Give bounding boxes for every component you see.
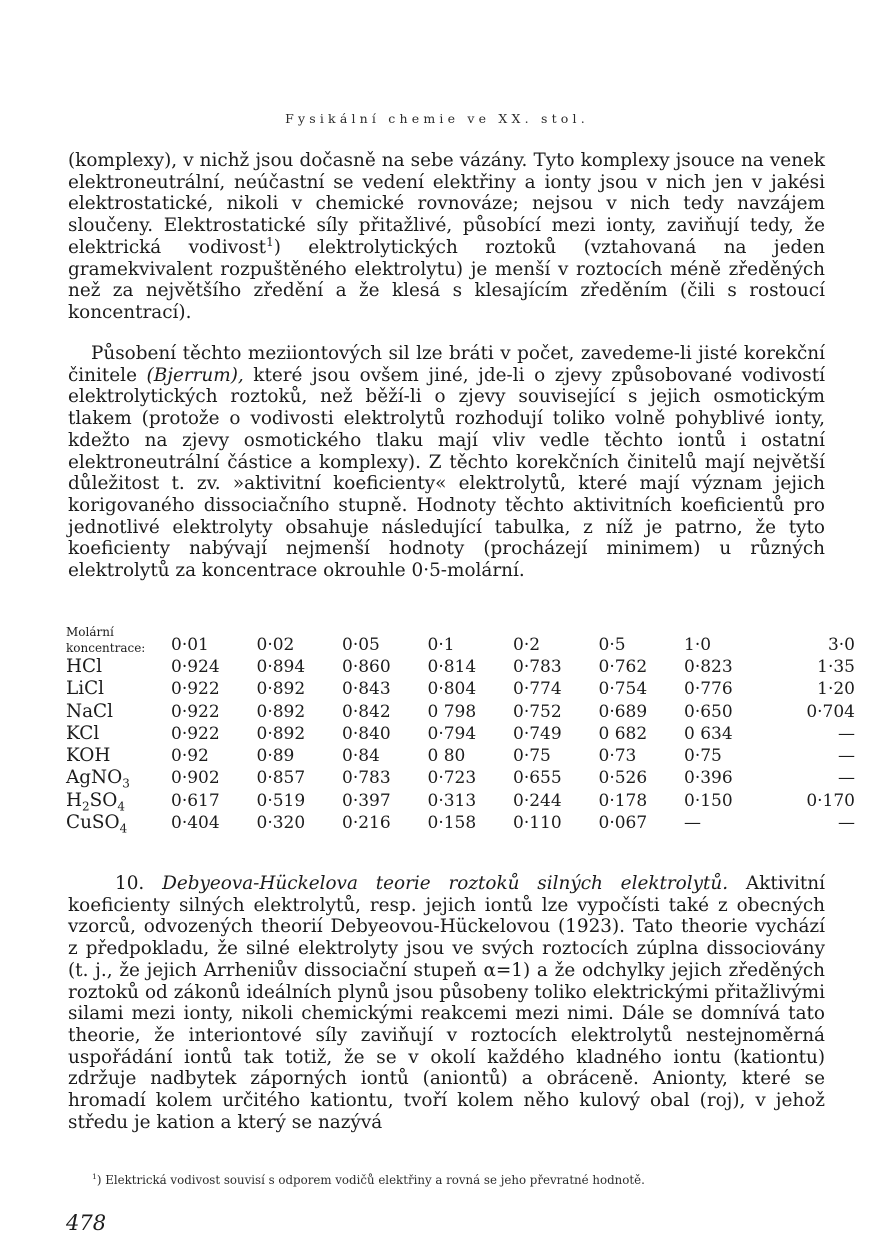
coefficient-cell: 0·860 <box>342 657 391 677</box>
electrolyte-name: NaCl <box>66 700 114 722</box>
coefficient-cell: 0·170 <box>806 790 855 811</box>
electrolyte-name: $H_2SO_4$ <box>66 789 125 814</box>
concentration-header: 0·02 <box>256 635 295 655</box>
concentration-header: 3·0 <box>827 635 855 655</box>
footnote-mark: 1 <box>92 1172 97 1182</box>
coefficient-cell: 0·840 <box>342 723 391 744</box>
coefficient-cell: 0·754 <box>598 679 648 700</box>
concentration-header-label: Molární koncentrace: <box>66 625 146 655</box>
concentration-header: 0·5 <box>598 635 626 655</box>
table-row <box>66 723 855 745</box>
coefficient-cell: 0·902 <box>171 768 220 789</box>
coefficient-cell: 0·244 <box>513 790 562 811</box>
paragraph-correction-factors <box>68 343 825 582</box>
coefficient-cell: 0·894 <box>256 657 306 677</box>
coefficient-cell: 1·35 <box>817 657 855 677</box>
coefficient-cell: 0 798 <box>427 701 477 722</box>
table-row <box>66 701 855 723</box>
coefficient-cell: 0·526 <box>598 768 648 789</box>
paragraph-text: (komplexy), v nichž jsou dočasně na sebe vázány. Tyto komplexy jsouce na venek elektroneutrální, neúčastní se vedení elektřiny a ionty jsou v nich jen v jakési elektrostatické, nikoli v chemické rovnováze; nejsou v nich tedy navzájem sloučeny. Elektrostatické síly přitažlivé, působící mezi ionty, zaviňují tedy, že elektrická vodivost <box>68 150 825 258</box>
coefficient-cell: 0·216 <box>342 813 391 834</box>
coefficient-cell: 0·704 <box>806 701 855 722</box>
coefficient-cell: 0·067 <box>598 813 648 834</box>
coefficient-cell: 0·749 <box>513 723 562 744</box>
coefficient-cell: 0·774 <box>513 679 562 700</box>
coefficient-cell: 0·655 <box>513 768 562 789</box>
concentration-header: 0·1 <box>427 635 455 655</box>
coefficient-cell: 1·20 <box>817 679 855 700</box>
footnote-reference: 1 <box>266 234 274 249</box>
table-row <box>66 767 855 789</box>
coefficient-cell: 0·924 <box>171 657 220 677</box>
coefficient-cell: 0·892 <box>256 679 306 700</box>
coefficient-cell: — <box>838 768 855 789</box>
coefficient-cell: 0 634 <box>684 723 733 744</box>
table-row <box>66 812 855 834</box>
coefficient-cell: 0·762 <box>598 657 648 677</box>
coefficient-cell: 0·650 <box>684 701 733 722</box>
coefficient-cell: 0·89 <box>256 746 295 767</box>
section-number: 10. <box>115 873 163 894</box>
coefficient-cell: 0·110 <box>513 813 562 834</box>
activity-coefficient-table <box>66 624 855 836</box>
footnote <box>92 1172 832 1188</box>
coefficient-cell: 0 682 <box>598 723 648 744</box>
electrolyte-name: KOH <box>66 745 111 767</box>
electrolyte-name: KCl <box>66 722 100 744</box>
coefficient-cell: 0·75 <box>684 746 722 767</box>
coefficient-cell: 0·783 <box>342 768 391 789</box>
coefficient-cell: 0·320 <box>256 813 306 834</box>
coefficient-cell: 0·396 <box>684 768 733 789</box>
electrolyte-name: LiCl <box>66 678 105 700</box>
table-row <box>66 790 855 812</box>
coefficient-cell: 0·73 <box>598 746 637 767</box>
coefficient-cell: 0·857 <box>256 768 306 789</box>
coefficient-cell: — <box>838 723 855 744</box>
coefficient-cell: 0·922 <box>171 679 220 700</box>
coefficient-cell: 0·752 <box>513 701 562 722</box>
coefficient-cell: 0·519 <box>256 790 306 811</box>
concentration-header: 0·2 <box>513 635 541 655</box>
coefficient-cell: 0·84 <box>342 746 380 767</box>
concentration-header: 0·01 <box>171 635 209 655</box>
coefficient-cell: 0·804 <box>427 679 477 700</box>
coefficient-cell: 0·723 <box>427 768 477 789</box>
paragraph-text: které jsou ovšem jiné, jde-li o zjevy způsobované vodivostí elektrolytických roztoků, než běží-li o zjevy související s jejich osmotickým tlakem (protože o vodivosti elektrolytů rozhodují toliko volně pohyblivé ionty, kdežto na zjevy osmotického tlaku mají vliv vedle těchto iontů i ostatní elektroneutrální částice a komplexy). Z těchto korekčních činitelů mají největší důležitost t. zv. »aktivitní koeficienty« elektrolytů, které mají význam jejich korigovaného dissociačního stupně. Hodnoty těchto aktivitních koeficientů pro jednotlivé elektrolyty obsahuje následující tabulka, z níž je patrno, že tyto koeficienty nabývají nejmenší hodnoty (procházejí minimem) u různých elektrolytů za koncentrace okrouhle 0·5-molární. <box>68 364 826 582</box>
page-number: 478 <box>66 1211 107 1235</box>
coefficient-cell: 0·776 <box>684 679 733 700</box>
concentration-header: 1·0 <box>684 635 712 655</box>
paragraph-text: Aktivitní koeficienty silných elektrolytů, resp. jejich iontů lze vypočísti také z obecných vzorců, odvozených theorií Debyeovou-Hückelovou (1923). Tato theorie vychází z předpokladu, že silné elektrolyty jsou ve svých roztocích zúplna dissociovány (t. j., že jejich Arrheniův dissociační stupeň α=1) a že odchylky jejich zředěných roztoků od zákonů ideálních plynů jsou působeny toliko elektrickými přitažlivými silami mezi ionty, nikoli chemickými reakcemi mezi nimi. Dále se domnívá tato theorie, že interiontové síly zaviňují v roztocích elektrolytů nestejnoměrná uspořádání iontů tak totiž, že se v okolí každého kladného iontu (kationtu) zdržuje nadbytek záporných iontů (aniontů) a obráceně. Anionty, které se hromadí kolem určitého kationtu, tvoří kolem něho kulový obal (roj), v jehož středu je kation a který se nazývá <box>68 873 826 1133</box>
coefficient-cell: 0·397 <box>342 790 391 811</box>
coefficient-cell: 0·843 <box>342 679 391 700</box>
table-row <box>66 656 855 678</box>
concentration-header: 0·05 <box>342 635 380 655</box>
coefficient-cell: 0·689 <box>598 701 648 722</box>
paragraph-complexes <box>68 150 825 324</box>
table-row <box>66 678 855 700</box>
coefficient-cell: 0·617 <box>171 790 220 811</box>
coefficient-cell: — <box>838 813 855 834</box>
coefficient-cell: 0·158 <box>427 813 477 834</box>
running-head: Fysikální chemie ve XX. stol. <box>285 111 589 126</box>
coefficient-cell: 0·313 <box>427 790 477 811</box>
coefficient-cell: — <box>684 813 701 834</box>
coefficient-cell: — <box>838 746 855 767</box>
electrolyte-name: AgNO$_3$ <box>66 767 130 792</box>
coefficient-cell: 0·922 <box>171 701 220 722</box>
coefficient-cell: 0·842 <box>342 701 391 722</box>
footnote-text: ) Elektrická vodivost souvisí s odporem vodičů elektřiny a rovná se jeho převratné hodnotě. <box>96 1173 645 1187</box>
table-header-row <box>66 624 855 656</box>
coefficient-cell: 0·794 <box>427 723 477 744</box>
electrolyte-name: HCl <box>66 656 102 677</box>
coefficient-cell: 0·922 <box>171 723 220 744</box>
table-row <box>66 745 855 767</box>
coefficient-cell: 0·823 <box>684 657 733 677</box>
section-debye-huckel <box>68 873 825 1133</box>
coefficient-cell: 0·892 <box>256 701 306 722</box>
paragraph-text: Působení těchto meziiontových sil lze bráti v počet, zavedeme-li jisté korekční činitele <box>68 343 825 386</box>
section-title: Debyeova-Hückelova teorie roztoků silných elektrolytů. <box>162 873 729 894</box>
coefficient-cell: 0 80 <box>427 746 466 767</box>
coefficient-cell: 0·150 <box>684 790 733 811</box>
coefficient-cell: 0·814 <box>427 657 477 677</box>
paragraph-text: ) elektrolytických roztoků (vztahovaná na jeden gramekvivalent rozpuštěného elektrolytu) je menší v roztocích méně zředěných než za největšího zředění a že klesá s klesajícím zředěním (čili s rostoucí koncentrací). <box>68 236 825 323</box>
coefficient-cell: 0·75 <box>513 746 551 767</box>
electrolyte-name: CuSO$_4$ <box>66 812 128 836</box>
coefficient-cell: 0·892 <box>256 723 306 744</box>
coefficient-cell: 0·92 <box>171 746 209 767</box>
coefficient-cell: 0·178 <box>598 790 648 811</box>
coefficient-cell: 0·404 <box>171 813 220 834</box>
coefficient-cell: 0·783 <box>513 657 562 677</box>
italic-name: (Bjerrum), <box>146 364 244 386</box>
